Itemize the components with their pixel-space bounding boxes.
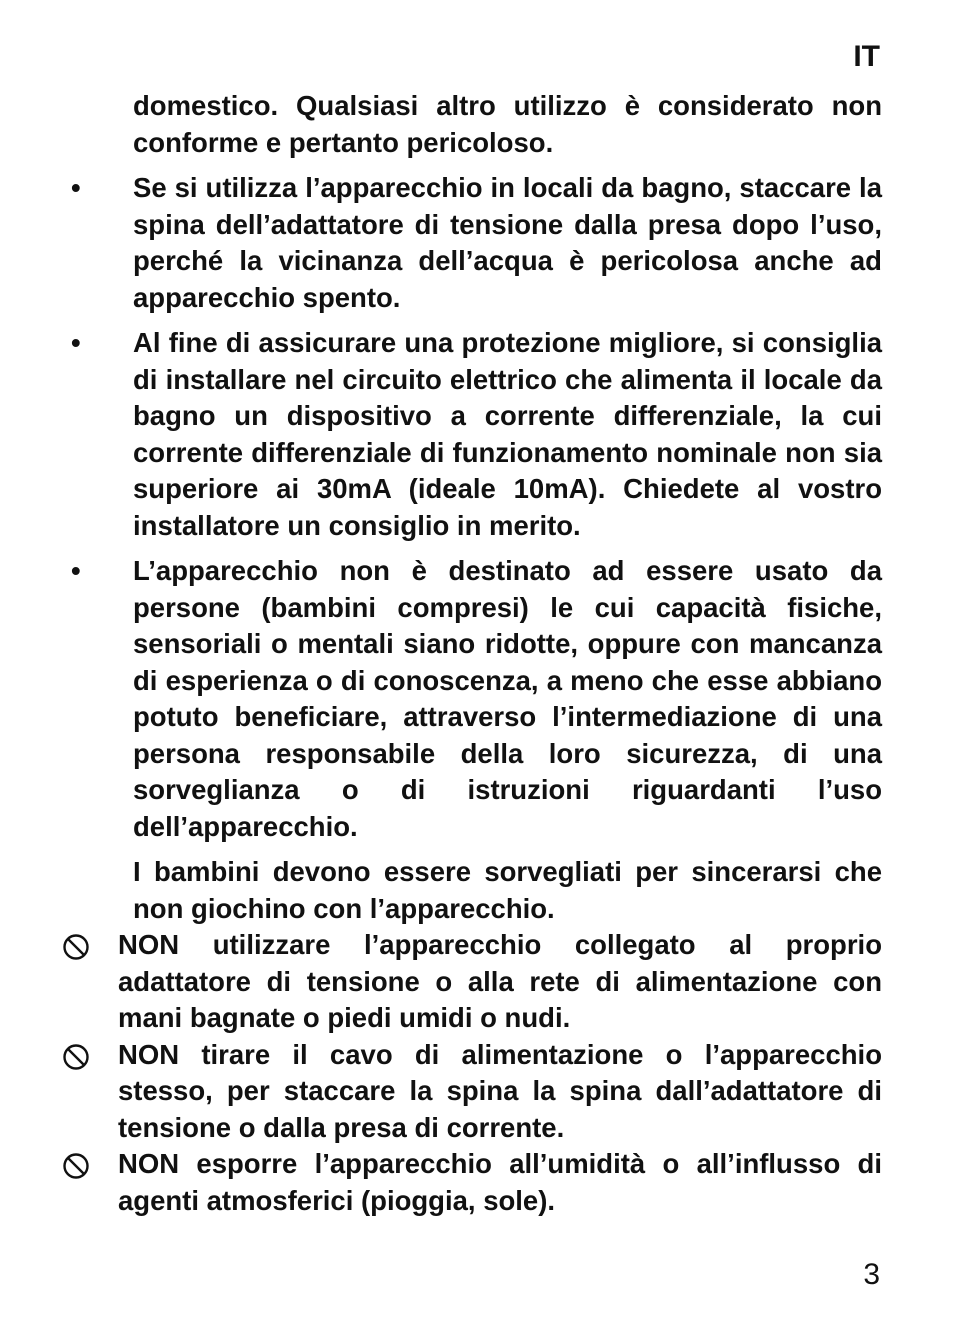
language-code: IT: [853, 40, 880, 73]
warning-item: [118, 1037, 882, 1147]
warning-text: NON tirare il cavo di alimentazione o l’apparecchio stesso, per staccare la spina la spina dall’adattatore di tensione o dalla presa di corrente.: [118, 1038, 882, 1143]
page-number: 3: [863, 1258, 880, 1291]
bullet-item: [71, 325, 882, 544]
page-content: [0, 88, 954, 1219]
bullet-marker: •: [71, 172, 81, 203]
bullet-marker: •: [71, 555, 81, 586]
bullet-text: Se si utilizza l’apparecchio in locali da bagno, staccare la spina dell’adattatore di tensione dalla presa dopo l’uso, perché la vicinanza dell’acqua è pericolosa anche ad apparecchio spento.: [133, 172, 882, 313]
continuation-paragraph: domestico. Qualsiasi altro utilizzo è considerato non conforme e pertanto pericoloso.: [133, 90, 882, 158]
prohibition-icon: [62, 1043, 90, 1071]
bullet-text: Al fine di assicurare una protezione migliore, si consiglia di installare nel circuito elettrico che alimenta il locale da bagno un dispositivo a corrente differenziale, la cui corrente differenziale di funzionamento nominale non sia superiore ai 30mA (ideale 10mA). Chiedete al vostro installatore un consiglio in merito.: [133, 327, 882, 541]
warning-text: NON utilizzare l’apparecchio collegato al proprio adattatore di tensione o alla rete di alimentazione con mani bagnate o piedi umidi o nudi.: [118, 929, 882, 1033]
warning-text: NON esporre l’apparecchio all’umidità o all’influsso di agenti atmosferici (pioggia, sole).: [118, 1148, 882, 1216]
warning-item: [118, 927, 882, 1037]
bullet-item: [71, 170, 882, 316]
bullet-text: L’apparecchio non è destinato ad essere usato da persone (bambini compresi) le cui capacità fisiche, sensoriali o mentali siano ridotte, oppure con mancanza di esperienza o di conoscenza, a meno che esse abbiano potuto beneficiare, attraverso l’intermediazione di una persona responsabile della loro sicurezza, di una sorveglianza o di istruzioni riguardanti l’uso dell’apparecchio.: [133, 555, 882, 842]
children-note: I bambini devono essere sorvegliati per sincerarsi che non giochino con l’apparecchio.: [133, 856, 882, 924]
bullet-item: [71, 553, 882, 845]
prohibition-icon: [62, 933, 90, 961]
prohibition-icon: [62, 1152, 90, 1180]
warning-item: [118, 1146, 882, 1219]
bullet-marker: •: [71, 327, 81, 358]
